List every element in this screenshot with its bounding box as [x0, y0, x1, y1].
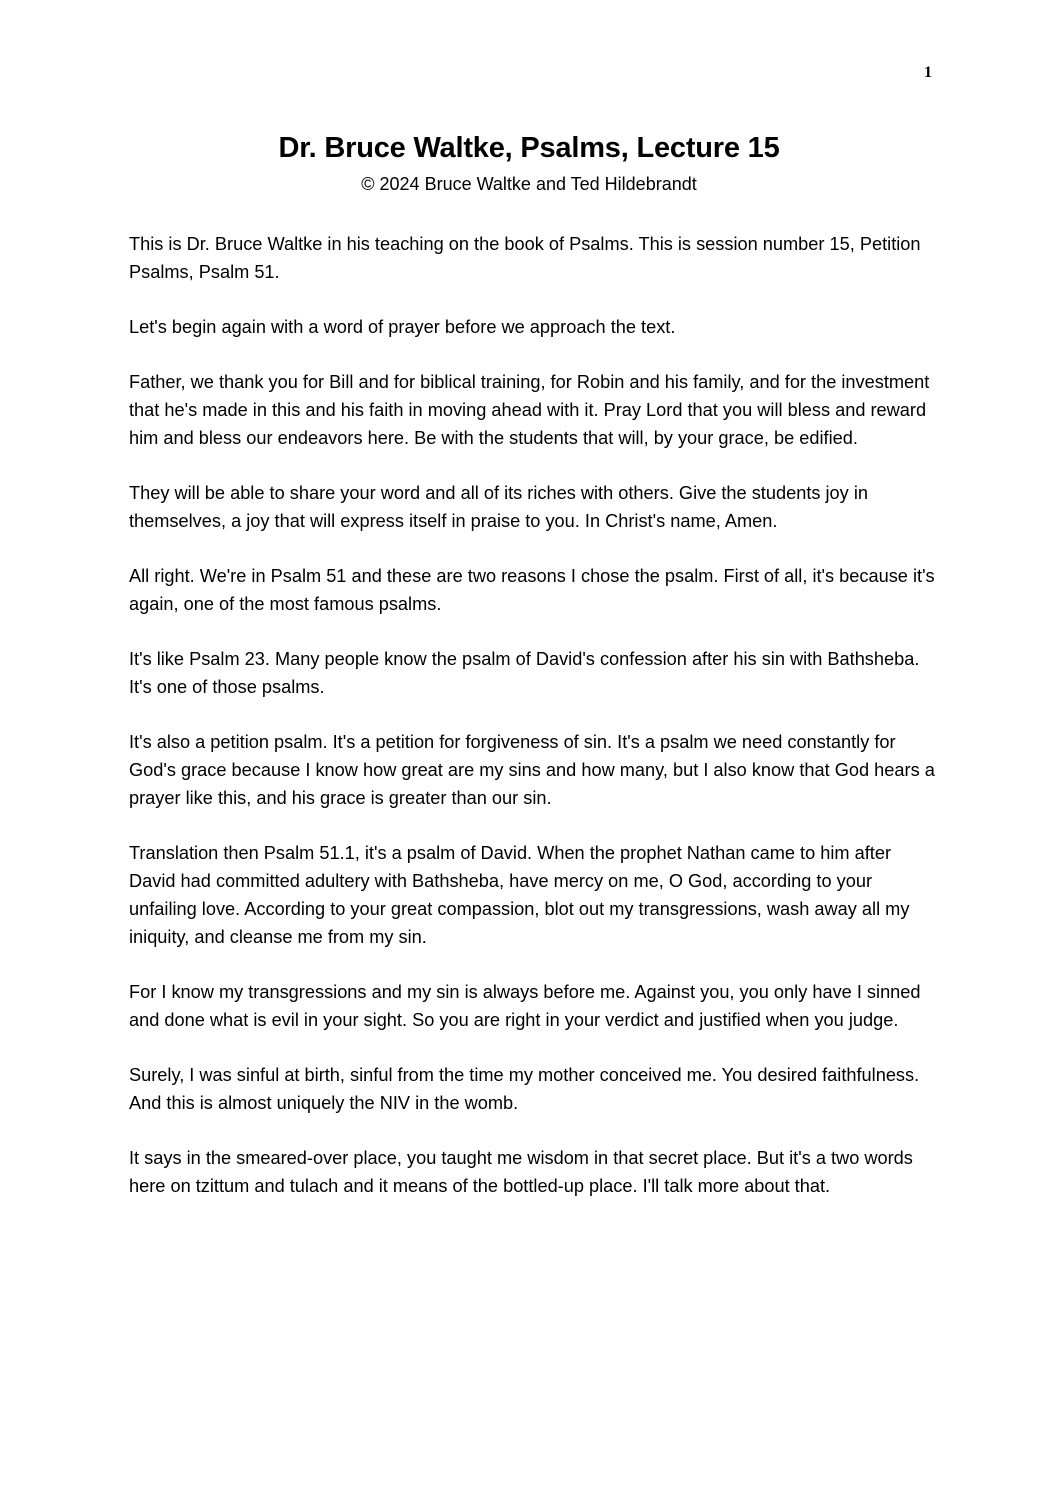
document-body: [129, 230, 939, 1227]
paragraph: They will be able to share your word and all of its riches with others. Give the students joy in themselves, a joy that will express itself in praise to you. In Christ's name, Amen.: [129, 483, 868, 531]
paragraph: It says in the smeared-over place, you taught me wisdom in that secret place. But it's a two words here on tzittum and tulach and it means of the bottled-up place. I'll talk more about that.: [129, 1148, 913, 1196]
paragraph: It's also a petition psalm. It's a petition for forgiveness of sin. It's a psalm we need constantly for God's grace because I know how great are my sins and how many, but I also know that God hears a prayer like this, and his grace is greater than our sin.: [129, 732, 935, 808]
paragraph: All right. We're in Psalm 51 and these are two reasons I chose the psalm. First of all, it's because it's again, one of the most famous psalms.: [129, 566, 935, 614]
paragraph: It's like Psalm 23. Many people know the psalm of David's confession after his sin with Bathsheba. It's one of those psalms.: [129, 649, 920, 697]
paragraph: Surely, I was sinful at birth, sinful from the time my mother conceived me. You desired faithfulness. And this is almost uniquely the NIV in the womb.: [129, 1065, 920, 1113]
paragraph: Let's begin again with a word of prayer before we approach the text.: [129, 317, 676, 337]
copyright-line: © 2024 Bruce Waltke and Ted Hildebrandt: [361, 174, 697, 194]
paragraph: This is Dr. Bruce Waltke in his teaching on the book of Psalms. This is session number 15, Petition Psalms, Psalm 51.: [129, 234, 921, 282]
paragraph: Father, we thank you for Bill and for biblical training, for Robin and his family, and for the investment that he's made in this and his faith in moving ahead with it. Pray Lord that you will bless and reward him and bless our endeavors here. Be with the students that will, by your grace, be edified.: [129, 372, 930, 448]
page-number: 1: [924, 64, 932, 81]
document-title: Dr. Bruce Waltke, Psalms, Lecture 15: [278, 132, 780, 164]
paragraph: Translation then Psalm 51.1, it's a psalm of David. When the prophet Nathan came to him after David had committed adultery with Bathsheba, have mercy on me, O God, according to your unfailing love. According to your great compassion, blot out my transgressions, wash away all my iniquity, and cleanse me from my sin.: [129, 843, 910, 947]
paragraph: For I know my transgressions and my sin is always before me. Against you, you only have I sinned and done what is evil in your sight. So you are right in your verdict and justified when you judge.: [129, 982, 921, 1030]
